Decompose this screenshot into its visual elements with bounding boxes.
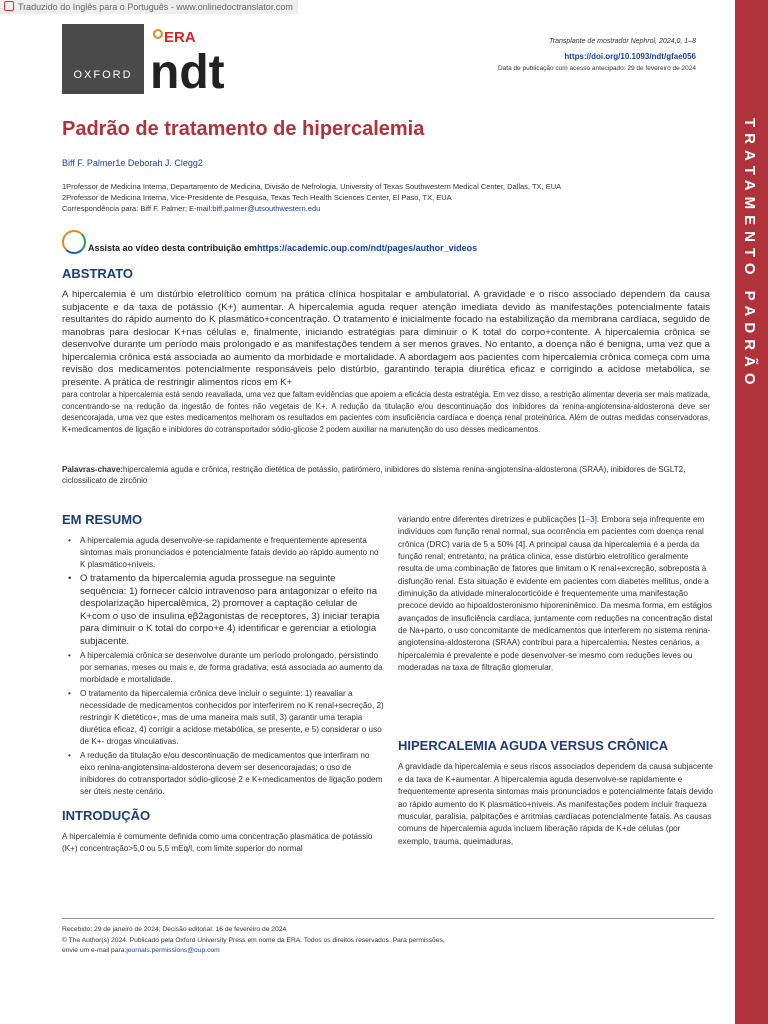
- introduction-heading: INTRODUÇÃO: [62, 808, 151, 823]
- keywords-text: hipercalemia aguda e crônica, restrição dietética de potássio, patirómero, inibidores do sistema renina-angiotensina-aldosterona (SRAA), inibidores de SGLT2, ciclossilicato de zircônio: [62, 465, 686, 485]
- reference-link[interactable]: 4: [518, 539, 523, 549]
- correspondence-email-link[interactable]: biff.palmer@utsouthwestern.edu: [212, 204, 321, 213]
- journal-citation: Transplante de mostrador Nephrol, 2024,0, 1–8: [549, 38, 696, 45]
- intro-text-part: ]. Embora seja infrequente em indivíduos com função renal normal, sua ocorrência em pacientes com doença renal crônica (DRC) varia de 5 a 50% [: [398, 515, 705, 549]
- footer-divider: [62, 918, 714, 919]
- footer: [62, 925, 462, 957]
- translator-banner[interactable]: [0, 0, 298, 14]
- publication-date: Data de publicação com acesso antecipado: 29 de fevereiro de 2024: [497, 65, 696, 72]
- abstract: [62, 289, 710, 435]
- summary-item: • A hipercalemia aguda desenvolve-se rapidamente e frequentemente apresenta sintomas mais pronunciados e potencialmente fatais devido ao rápido aumento no K plasmático+níveis.: [68, 535, 384, 571]
- introduction-text: A hipercalemia é comumente definida como uma concentração plasmática de potássio (K+) concentração>5,0 ou 5,5 mEq/l, com limite superior do normal: [62, 832, 373, 854]
- abstract-main: A hipercalemia é um distúrbio eletrolítico comum na prática clínica hospitalar e ambulatorial. A gravidade e o risco associado dependem da causa subjacente e da taxa de potássio (K+) aumentar. A hipercalemia aguda requer atenção imediata devido às manifestações potencialmente fatais resultantes do rápido aumento do K plasmático+concentração. O tratamento é inicialmente focado na estabilização da membrana cardíaca, seguido de manobras para deslocar K+nas células e, finalmente, iniciando estratégias para diminuir o K total do corpo+contente. A hipercalemia crônica se desenvolve durante um período mais prolongado e as manifestações tendem a ser menos graves. No entanto, a doença não é benigna, uma vez que a hipercalemia crônica está associada ao aumento da morbidade e mortalidade. A abordagem aos pacientes com hipercalemia crônica começa com uma revisão dos medicamentos potencialmente responsáveis pelo distúrbio, garantindo terapia diurética eficaz e corrigindo a acidose metabólica, se presente. A prática de restringir alimentos ricos em K+: [62, 289, 710, 388]
- article-title: Padrão de tratamento de hipercalemia: [62, 118, 425, 140]
- intro-text-part: ]. A principal causa da hipercalemia é a perda da função renal; entretanto, na prática clínica, esse distúrbio eletrolítico geralmente resulta de uma combinação de fatores que limitam o K renal+excreção, sobreposta à disfunção renal. Esta situação é evidente em pacientes com diabetes mellitus, onde a diminuição da atividade mineralocorticóide é frequentemente uma manifestação precoce devido ao hipoaldosteronismo hiporeninêmico. Da mesma forma, em estágios avançados de insuficiência cardíaca, juntamente com reduções na concentração distal de Na+parto, o uso concomitante de medicamentos que interferem no sistema renina-angiotensina-aldosterona (SRAA) contribui para a hipercalemia. Nestes cenários, a hipercalemia é prevalente e pode desenvolver-se mesmo com reduções leves ou moderadas na taxa de filtração glomerular.: [398, 539, 713, 673]
- era-ndt-logo: [150, 22, 230, 94]
- authors[interactable]: Biff F. Palmer1e Deborah J. Clegg2: [62, 158, 203, 168]
- summary-item: • A hipercalemia crônica se desenvolve durante um período prolongado, persistindo por semanas, meses ou mais e, de forma gradativa, está associada ao aumento da morbidade e mortalidade.: [68, 650, 384, 686]
- summary-list: [62, 535, 384, 798]
- abstract-continued: para controlar a hipercalemia está sendo reavaliada, uma vez que faltam evidências que apoiem a eficácia desta estratégia. Em vez disso, a restrição alimentar deveria ser mais matizada, concentrando-se na redução da ingestão de fontes não vegetais de K+. A redução da titulação e/ou descontinuação dos inibidores da renina-angiotensina-aldosterona deve ser desencorajada, uma vez que estes medicamentos melhoram os resultados em pacientes com insuficiência cardíaca e doença renal proteinúrica. Além de outras medidas conservadoras, K+medicamentos de ligação e inibidores do cotransportador sódio-glicose 2 podem auxiliar na manutenção do uso desses medicamentos.: [62, 390, 710, 434]
- received-dates: Recebido: 29 de janeiro de 2024; Decisão editorial: 16 de fevereiro de 2024: [62, 926, 287, 933]
- sidebar-title: TRATAMENTO PADRÃO: [741, 118, 758, 391]
- acute-vs-chronic-heading: HIPERCALEMIA AGUDA VERSUS CRÔNICA: [398, 738, 669, 754]
- era-label: ERA: [164, 29, 196, 46]
- affiliation-1: 1Professor de Medicina Interna, Departamento de Medicina, Divisão de Nefrologia, University of Texas Southwestern Medical Center, Dallas, TX, EUA: [62, 182, 562, 191]
- intro-text-part: variando entre diferentes diretrizes e publicações [: [398, 515, 581, 524]
- ndt-label: ndt: [150, 46, 225, 94]
- summary-heading: EM RESUMO: [62, 512, 143, 527]
- translator-note: Traduzido do Inglês para o Português - www.onlinedoctranslator.com: [18, 2, 293, 12]
- citation-block: [498, 38, 696, 72]
- acute-vs-chronic-text: A gravidade da hipercalemia e seus riscos associados dependem da causa subjacente e da taxa de K+aumentar. A hipercalemia aguda desenvolve-se rapidamente e frequentemente apresenta sintomas mais pronunciados e potencialmente fatais devido ao rápido aumento do K plasmático+níveis. As manifestações podem incluir fraqueza muscular, paralisia, palpitações e arritmias cardíacas potencialmente fatais. As causas comuns de hipercalemia aguda incluem liberação rápida de K+de células (por exemplo, trauma, queimaduras,: [398, 762, 713, 846]
- video-notice: [62, 230, 722, 260]
- video-icon: [62, 230, 86, 254]
- oxford-logo: [62, 24, 144, 94]
- video-link[interactable]: https://academic.oup.com/ndt/pages/author_videos: [257, 243, 478, 253]
- doi-link[interactable]: https://doi.org/10.1093/ndt/gfae056: [564, 52, 696, 61]
- translate-icon: [4, 1, 14, 11]
- copyright: [62, 936, 462, 957]
- summary-item: • O tratamento da hipercalemia crônica deve incluir o seguinte: 1) reavaliar a necessidade de medicamentos conhecidos por interferirem no K renal+secreção, 2) restringir K dietético+, mas de uma maneira mais sutil, 3) garantir uma terapia diurética eficaz, 4) corrigir a acidose metabólica, se presente, e 5) considerar o uso de K+- drogas vinculativas.: [68, 688, 384, 748]
- affiliation-2: 2Professor de Medicina Interna, Vice-Presidente de Pesquisa, Texas Tech Health Sciences Center, El Paso, TX, EUA: [62, 193, 452, 202]
- keywords-label: Palavras-chave:: [62, 465, 123, 474]
- reference-link[interactable]: 1–3: [580, 515, 595, 524]
- correspondence: [62, 203, 722, 214]
- summary-item: • A redução da titulação e/ou descontinuação de medicamentos que interfiram no eixo renina-angiotensina-aldosterona devem ser desencorajadas; o uso de inibidores do cotransportador sódio-glicose 2 e K+medicamentos de ligação podem ser úteis neste cenário.: [68, 750, 384, 798]
- affiliations: [62, 181, 722, 214]
- permissions-email-link[interactable]: journals.permissions@oup.com: [126, 947, 220, 954]
- summary-item: • O tratamento da hipercalemia aguda prossegue na seguinte sequência: 1) fornecer cálcio intravenoso para antagonizar o efeito na despolarização hipercalêmica, 2) promover a captação celular de K+com o uso de insulina eβ2agonistas de receptores, 3) iniciar terapia para diminuir o K total do corpo+e 4) identificar e gerenciar a etiologia subjacente.: [68, 573, 384, 648]
- copyright-text: © The Author(s) 2024. Publicado pela Oxford University Press em nome da ERA. Todos os direitos reservados. Para permissões, envie um e-mail para:: [62, 936, 445, 954]
- right-column: [398, 514, 714, 848]
- oxford-label: OXFORD: [73, 69, 133, 81]
- abstract-heading: ABSTRATO: [62, 266, 134, 281]
- left-column: [62, 512, 384, 856]
- correspondence-label: Correspondência para: Biff F. Palmer; E-mail:: [62, 204, 213, 213]
- introduction-continued: [398, 514, 714, 674]
- keywords: [62, 464, 710, 486]
- video-label: Assista ao vídeo desta contribuição em: [88, 243, 258, 253]
- video-text: [88, 243, 477, 253]
